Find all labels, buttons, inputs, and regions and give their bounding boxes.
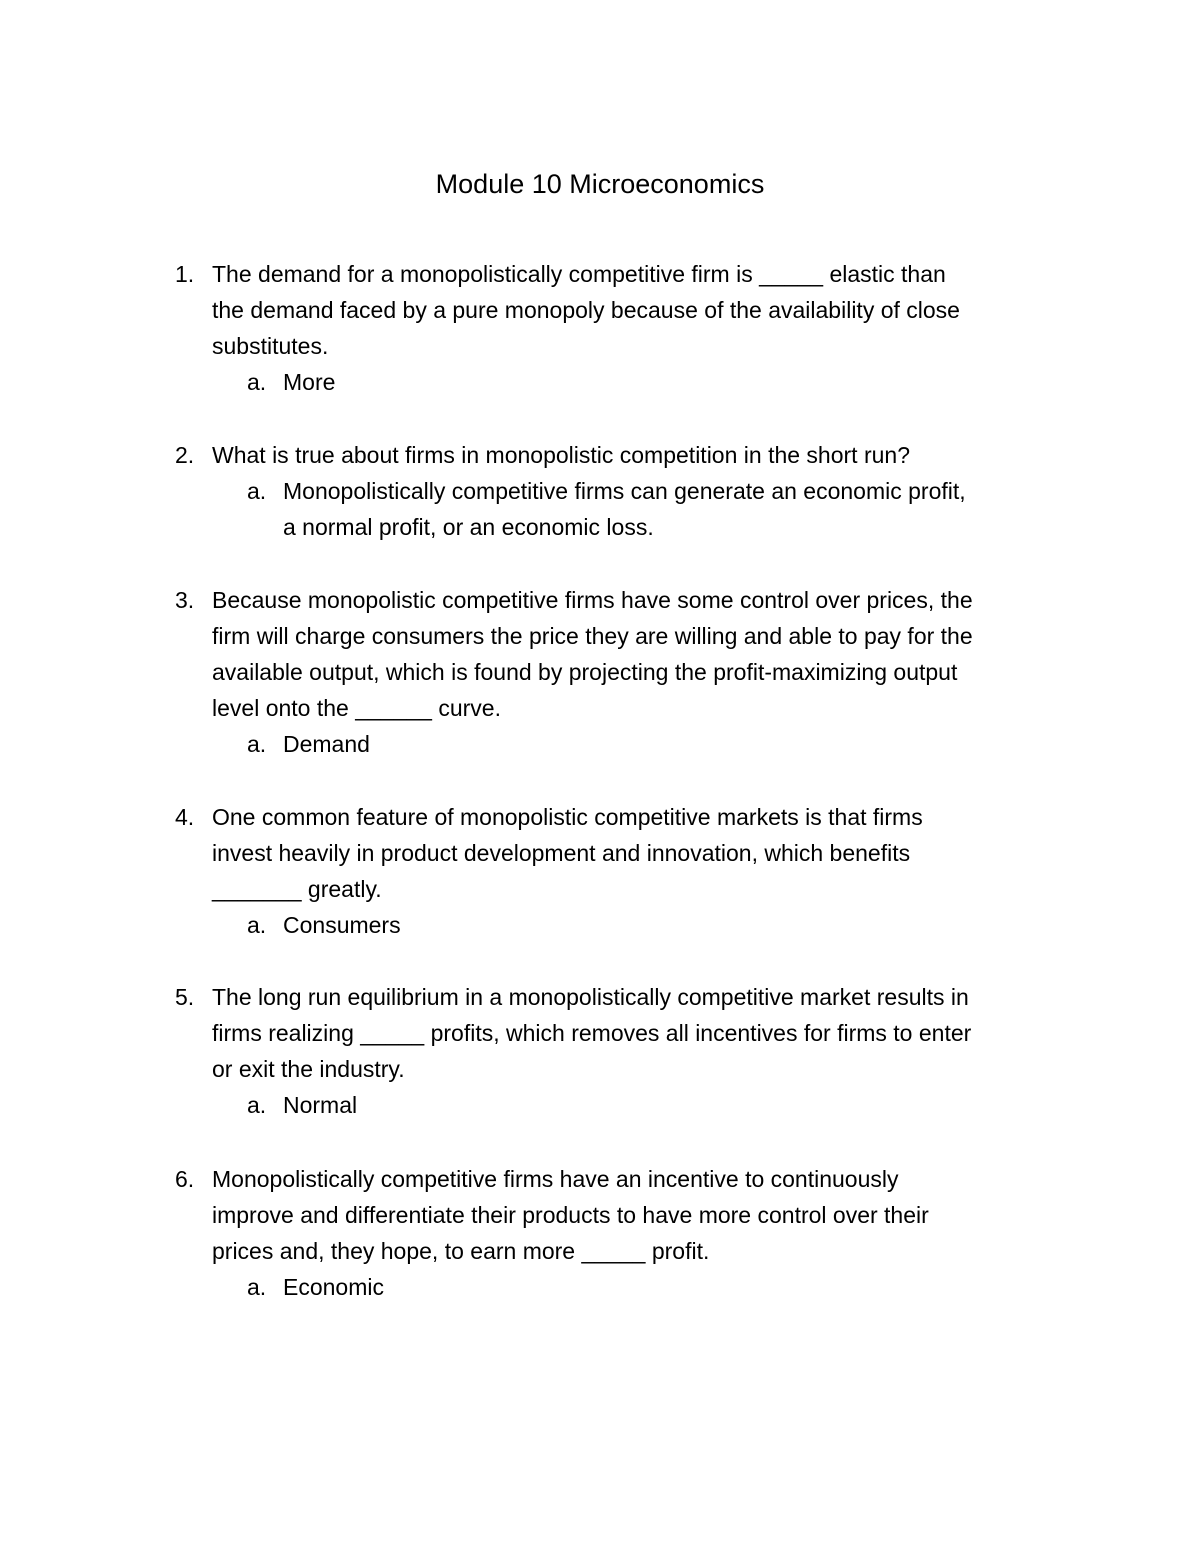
question-item (175, 437, 1075, 545)
question-number: 1. (175, 261, 195, 287)
question-text: The long run equilibrium in a monopolistically competitive market results in firms realizing _____ profits, which removes all incentives for firms to enter or exit the industry. (212, 984, 972, 1082)
answer-text: Demand (283, 731, 370, 757)
answer-text: Consumers (283, 912, 401, 938)
answer-item (247, 726, 1027, 762)
answer-label: a. (247, 1274, 267, 1300)
question-number: 2. (175, 442, 195, 468)
answer-label: a. (247, 731, 267, 757)
question-item (175, 979, 1075, 1123)
document-title: Module 10 Microeconomics (435, 169, 765, 199)
answer-item (247, 364, 1027, 400)
answer-text: Economic (283, 1274, 384, 1300)
question-text: What is true about firms in monopolistic competition in the short run? (212, 442, 910, 468)
question-text: Because monopolistic competitive firms have some control over prices, the firm will charge consumers the price they are willing and able to pay for the available output, which is found by projecting the profit-maximizing output level onto the ______ curve. (212, 587, 973, 721)
question-number: 4. (175, 804, 195, 830)
answer-text: Normal (283, 1092, 358, 1118)
question-item (175, 256, 1075, 400)
question-number: 3. (175, 587, 195, 613)
question-text: The demand for a monopolistically competitive firm is _____ elastic than the demand faced by a pure monopoly because of the availability of close substitutes. (212, 261, 960, 359)
answer-item (247, 1269, 1027, 1305)
answer-item (247, 473, 1027, 545)
question-item (175, 1161, 1075, 1305)
question-number: 5. (175, 984, 195, 1010)
answer-text: More (283, 369, 336, 395)
answer-label: a. (247, 912, 267, 938)
question-text: One common feature of monopolistic competitive markets is that firms invest heavily in product development and innovation, which benefits _______ greatly. (212, 804, 923, 902)
question-item (175, 582, 1075, 762)
question-number: 6. (175, 1166, 195, 1192)
question-item (175, 799, 1075, 943)
answer-label: a. (247, 1092, 267, 1118)
answer-label: a. (247, 478, 267, 504)
question-text: Monopolistically competitive firms have an incentive to continuously improve and differentiate their products to have more control over their prices and, they hope, to earn more _____ profit. (212, 1166, 929, 1264)
answer-item (247, 1087, 1027, 1123)
answer-item (247, 907, 1027, 943)
answer-label: a. (247, 369, 267, 395)
answer-text: Monopolistically competitive firms can generate an economic profit, a normal profit, or an economic loss. (283, 478, 966, 540)
